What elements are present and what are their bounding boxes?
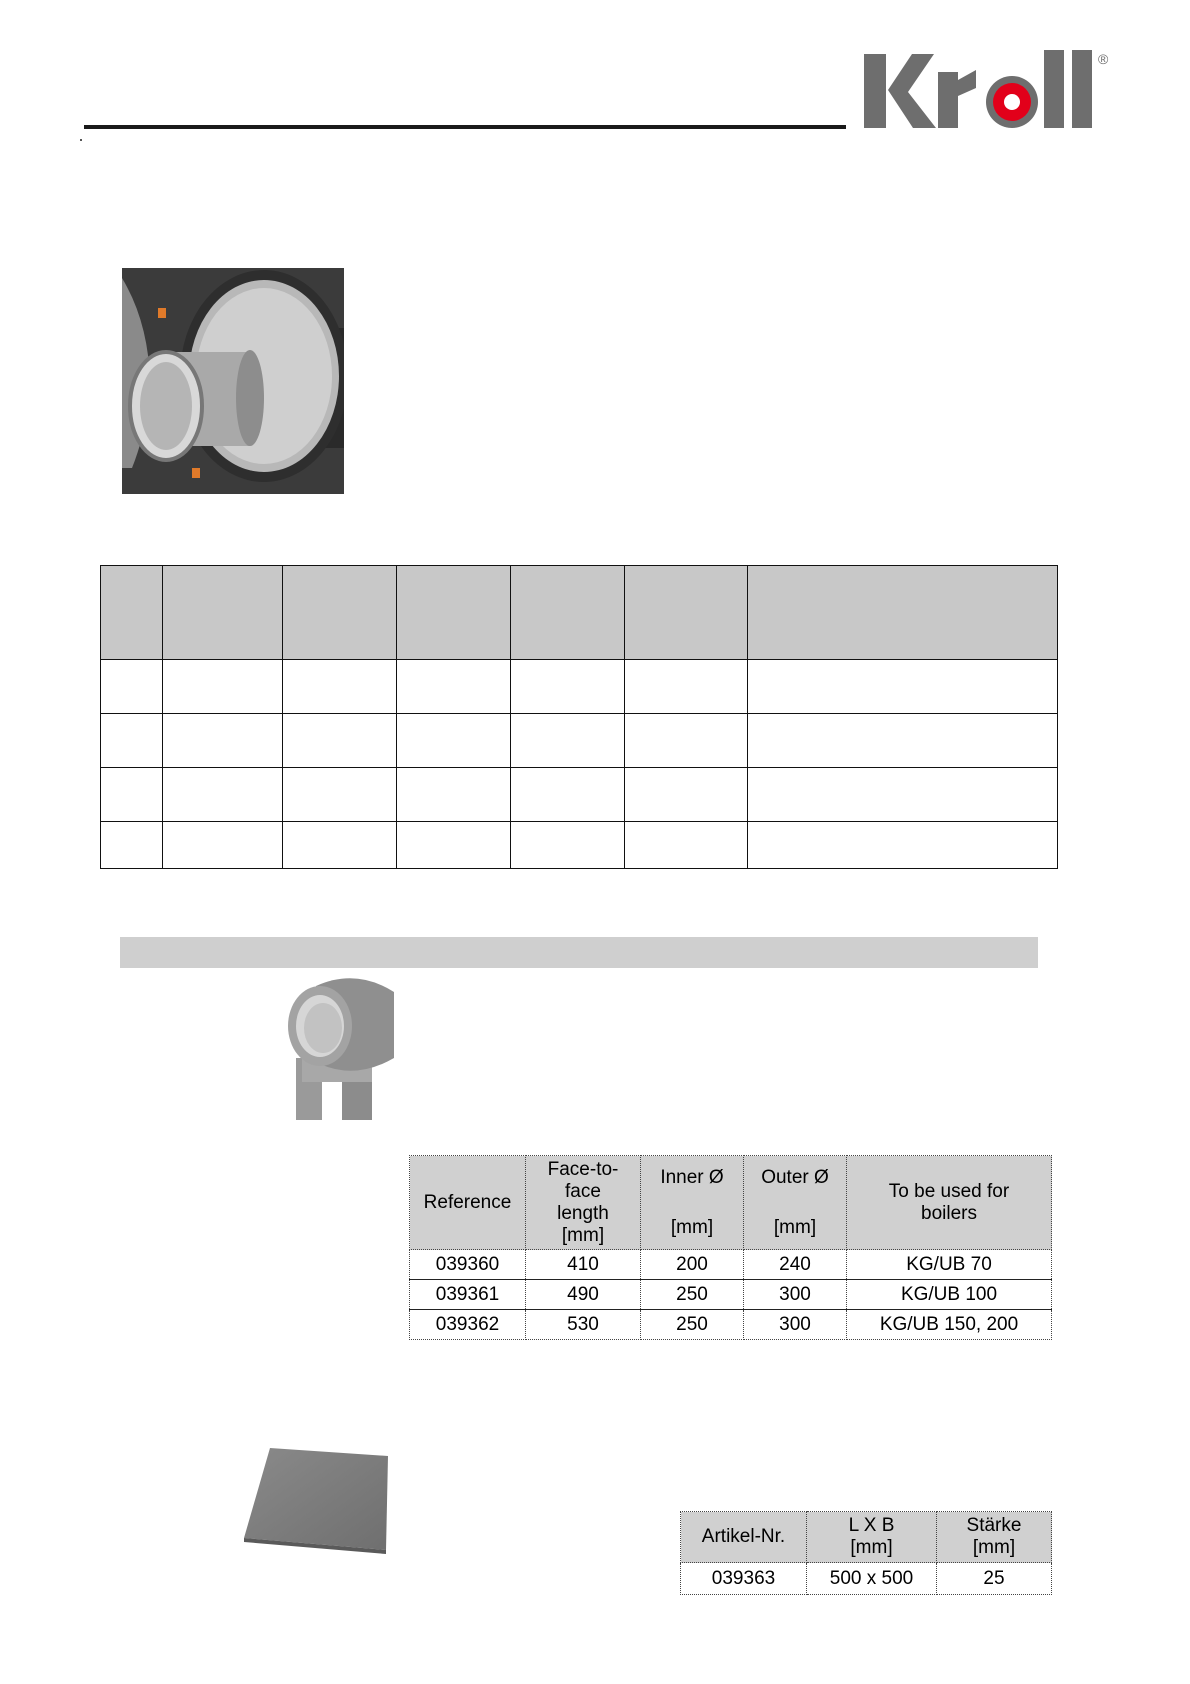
- table-cell: [163, 566, 283, 660]
- table-cell: [283, 822, 397, 869]
- table-cell: [511, 660, 625, 714]
- table-row: [410, 1310, 1052, 1340]
- table-cell: [283, 566, 397, 660]
- table-cell: [101, 822, 163, 869]
- table-row: [410, 1250, 1052, 1280]
- cell-outer: 300: [744, 1310, 847, 1340]
- cell-length: 410: [526, 1250, 641, 1280]
- table-cell: [101, 566, 163, 660]
- table-cell: [748, 714, 1058, 768]
- table-cell: [748, 660, 1058, 714]
- header-unit: [mm]: [850, 1537, 893, 1558]
- col-header-thickness: [937, 1512, 1052, 1563]
- table-row: [101, 768, 1058, 822]
- cell-boilers: KG/UB 150, 200: [847, 1310, 1052, 1340]
- col-header-size: [807, 1512, 937, 1563]
- table-cell: [163, 822, 283, 869]
- table-cell: [283, 660, 397, 714]
- registered-mark: ®: [1098, 51, 1109, 67]
- col-header-reference: Reference: [410, 1156, 526, 1250]
- table-cell: [101, 768, 163, 822]
- table-cell: [397, 768, 511, 822]
- table-header-row: [410, 1156, 1052, 1250]
- table-cell: [511, 714, 625, 768]
- col-header-length: [526, 1156, 641, 1250]
- col-header-artikel: Artikel-Nr.: [681, 1512, 807, 1563]
- header-line: Inner Ø: [660, 1166, 724, 1188]
- cell-boilers: KG/UB 70: [847, 1250, 1052, 1280]
- header-unit: [mm]: [670, 1216, 714, 1238]
- page-mark: [80, 139, 82, 141]
- header-unit: [mm]: [972, 1537, 1016, 1558]
- cell-inner: 250: [641, 1310, 744, 1340]
- cell-reference: 039360: [410, 1250, 526, 1280]
- cell-outer: 300: [744, 1280, 847, 1310]
- table-cell: [397, 660, 511, 714]
- header-unit: [mm]: [773, 1216, 817, 1238]
- empty-spec-table: [100, 565, 1058, 867]
- table-cell: [625, 714, 748, 768]
- header-line: L X B: [848, 1515, 895, 1536]
- table-cell: [163, 768, 283, 822]
- col-header-inner: [641, 1156, 744, 1250]
- table-cell: [748, 566, 1058, 660]
- table-row: [101, 822, 1058, 869]
- header-line: face: [565, 1180, 601, 1202]
- table-cell: [283, 768, 397, 822]
- table-cell: [511, 768, 625, 822]
- table-cell: [163, 714, 283, 768]
- header-line: To be used for: [888, 1180, 1010, 1202]
- table-header-row: [101, 566, 1058, 660]
- col-header-outer: [744, 1156, 847, 1250]
- cell-thickness: 25: [937, 1563, 1052, 1595]
- reference-table: [409, 1155, 1052, 1340]
- header-line: length: [557, 1202, 609, 1224]
- table-cell: [511, 822, 625, 869]
- cell-length: 530: [526, 1310, 641, 1340]
- artikel-table: [680, 1511, 1052, 1595]
- cell-boilers: KG/UB 100: [847, 1280, 1052, 1310]
- header-rule: [84, 125, 846, 129]
- ceramic-sleeve-icon: [276, 968, 406, 1128]
- header-line: [mm]: [561, 1224, 605, 1246]
- table-cell: [101, 660, 163, 714]
- burner-photo: [122, 268, 344, 494]
- cell-size: 500 x 500: [807, 1563, 937, 1595]
- cell-inner: 200: [641, 1250, 744, 1280]
- table-cell: [397, 566, 511, 660]
- table-cell: [748, 822, 1058, 869]
- header-line: Face-to-: [547, 1158, 619, 1180]
- table-cell: [283, 714, 397, 768]
- table-header-row: [681, 1512, 1052, 1563]
- cell-length: 490: [526, 1280, 641, 1310]
- col-header-usage: [847, 1156, 1052, 1250]
- table-cell: [163, 660, 283, 714]
- section-band: [120, 937, 1038, 968]
- header-line: boilers: [921, 1202, 977, 1224]
- header-line: Stärke: [966, 1515, 1022, 1536]
- table-cell: [625, 660, 748, 714]
- table-cell: [625, 768, 748, 822]
- cell-artikel: 039363: [681, 1563, 807, 1595]
- table-row: [101, 714, 1058, 768]
- cell-reference: 039361: [410, 1280, 526, 1310]
- table-cell: [101, 714, 163, 768]
- table-cell: [397, 822, 511, 869]
- insulation-mat-icon: [240, 1438, 390, 1558]
- table-row: [681, 1563, 1052, 1595]
- table-cell: [748, 768, 1058, 822]
- cell-outer: 240: [744, 1250, 847, 1280]
- table-row: [410, 1280, 1052, 1310]
- table-cell: [625, 822, 748, 869]
- table-row: [101, 660, 1058, 714]
- table-cell: [625, 566, 748, 660]
- cell-inner: 250: [641, 1280, 744, 1310]
- header-line: Outer Ø: [761, 1166, 829, 1188]
- table-cell: [511, 566, 625, 660]
- table-cell: [397, 714, 511, 768]
- kroll-logo: [864, 48, 1124, 134]
- cell-reference: 039362: [410, 1310, 526, 1340]
